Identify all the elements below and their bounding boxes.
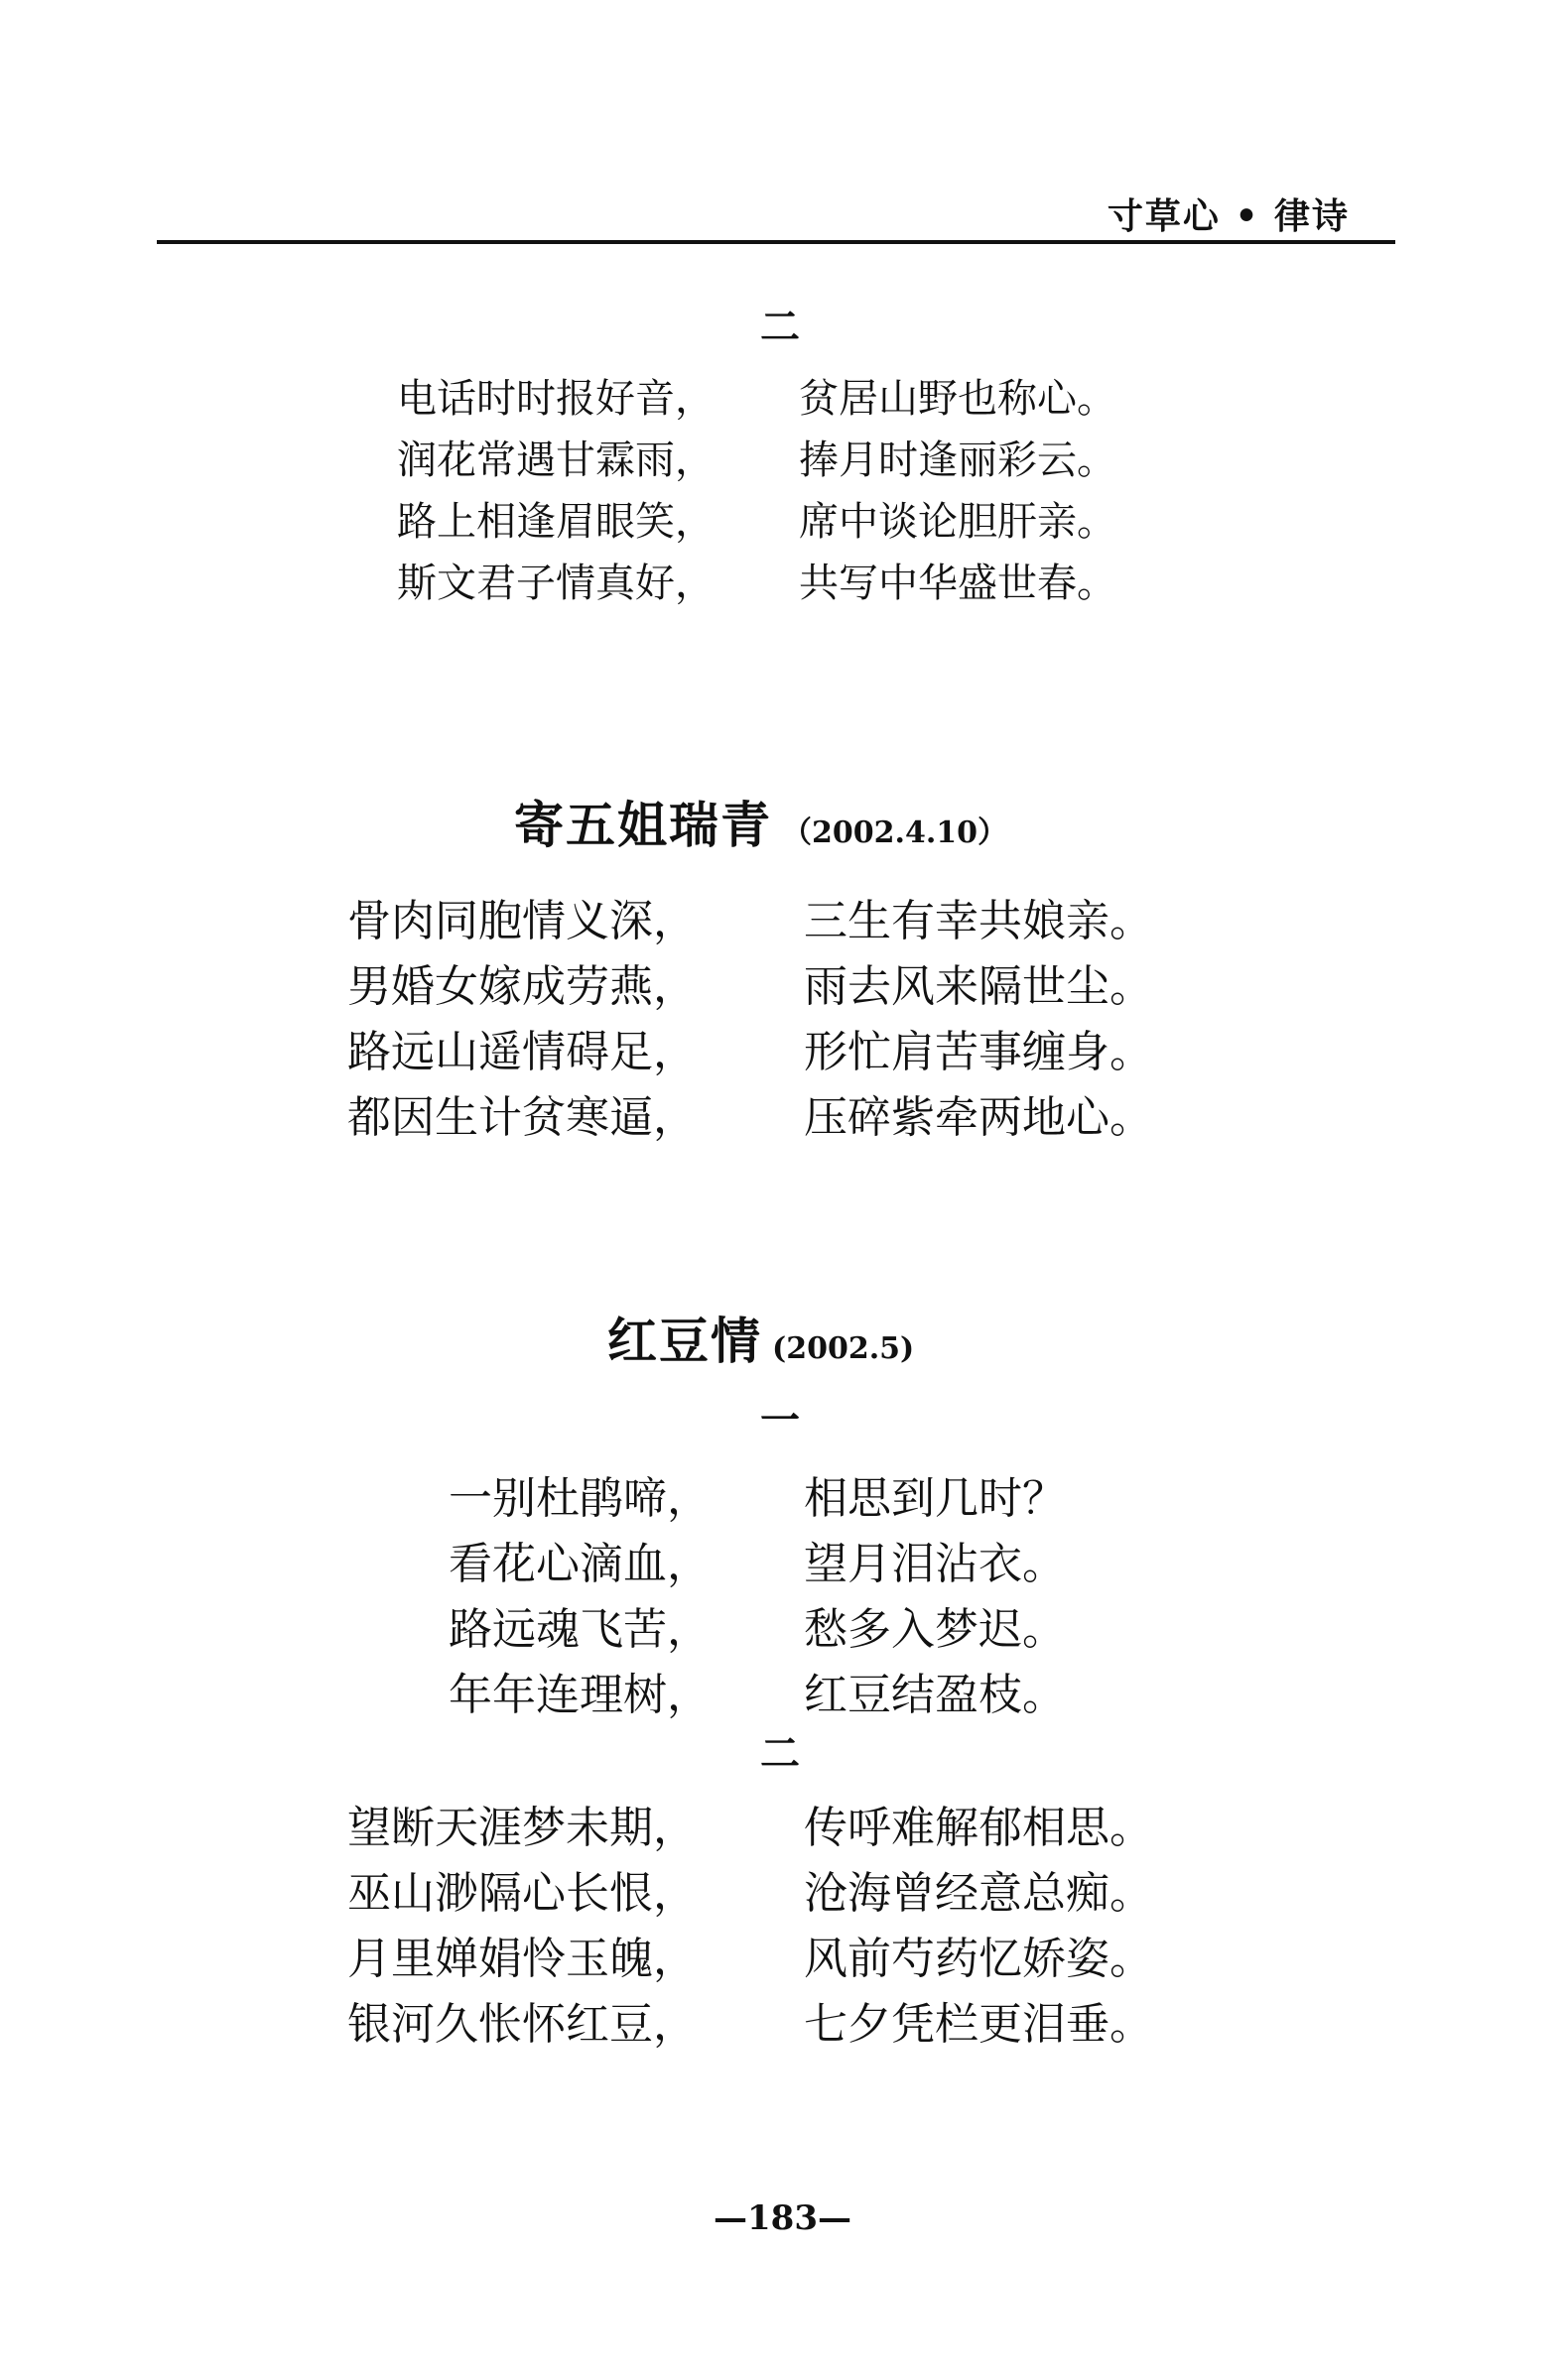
verse-first-half: 电话时时报好音，: [397, 376, 715, 422]
verse-first-half: 银河久怅怀红豆，: [347, 1999, 697, 2050]
poem-title-block: [607, 1302, 914, 1373]
poem-title: 红豆情: [607, 1313, 762, 1370]
verse-first-half: 月里婵娟怜玉魄，: [347, 1934, 697, 1984]
verse-second-half: 形忙肩苦事缠身。: [804, 1027, 1153, 1077]
poem-title-block: [514, 786, 1007, 857]
verse-first-half: 看花心滴血，: [449, 1539, 711, 1589]
verse-second-half: 共写中华盛世春。: [799, 561, 1116, 606]
verse-first-half: 斯文君子情真好，: [397, 561, 715, 606]
verse-second-half: 雨去风来隔世尘。: [804, 961, 1153, 1012]
verse-first-half: 路上相逢眉眼笑，: [397, 499, 715, 545]
verse-first-half: 巫山渺隔心长恨，: [347, 1868, 697, 1919]
verse-second-half: 席中谈论胆肝亲。: [799, 499, 1116, 545]
verse-second-half: 贫居山野也称心。: [799, 376, 1116, 422]
verse-first-half: 骨肉同胞情义深，: [347, 896, 697, 946]
verse-second-half: 相思到几时？: [804, 1473, 1066, 1524]
verse-first-half: 望断天涯梦未期，: [347, 1803, 697, 1853]
verse-second-half: 望月泪沾衣。: [804, 1539, 1066, 1589]
verse-first-half: 路远魂飞苦，: [449, 1604, 711, 1655]
verse-first-half: 路远山遥情碍足，: [347, 1027, 697, 1077]
running-title: 寸草心 • 律诗: [1107, 195, 1350, 237]
verse-first-half: 男婚女嫁成劳燕，: [347, 961, 697, 1012]
verse-second-half: 三生有幸共娘亲。: [804, 896, 1153, 946]
header-rule: [157, 240, 1395, 244]
verse-second-half: 风前芍药忆娇姿。: [804, 1934, 1153, 1984]
verse-second-half: 沧海曾经意总痴。: [804, 1868, 1153, 1919]
section-numeral: 二: [760, 304, 800, 350]
poem-date: (2002.5): [772, 1331, 915, 1366]
verse-second-half: 捧月时逢丽彩云。: [799, 438, 1116, 483]
verse-second-half: 压碎紫牵两地心。: [804, 1092, 1153, 1143]
poem-date: （2002.4.10）: [782, 815, 1008, 850]
section-numeral: 二: [760, 1730, 800, 1777]
verse-first-half: 润花常遇甘霖雨，: [397, 438, 715, 483]
verse-second-half: 七夕凭栏更泪垂。: [804, 1999, 1153, 2050]
verse-second-half: 愁多入梦迟。: [804, 1604, 1066, 1655]
verse-second-half: 传呼难解郁相思。: [804, 1803, 1153, 1853]
verse-first-half: 一别杜鹃啼，: [449, 1473, 711, 1524]
running-header: [157, 188, 1395, 244]
verse-first-half: 年年连理树，: [449, 1670, 711, 1720]
poem-title: 寄五姐瑞青: [514, 797, 772, 854]
section-numeral: 一: [760, 1397, 800, 1443]
verse-second-half: 红豆结盈枝。: [804, 1670, 1066, 1720]
verse-first-half: 都因生计贫寒逼，: [347, 1092, 697, 1143]
page-number: —183—: [714, 2198, 851, 2238]
